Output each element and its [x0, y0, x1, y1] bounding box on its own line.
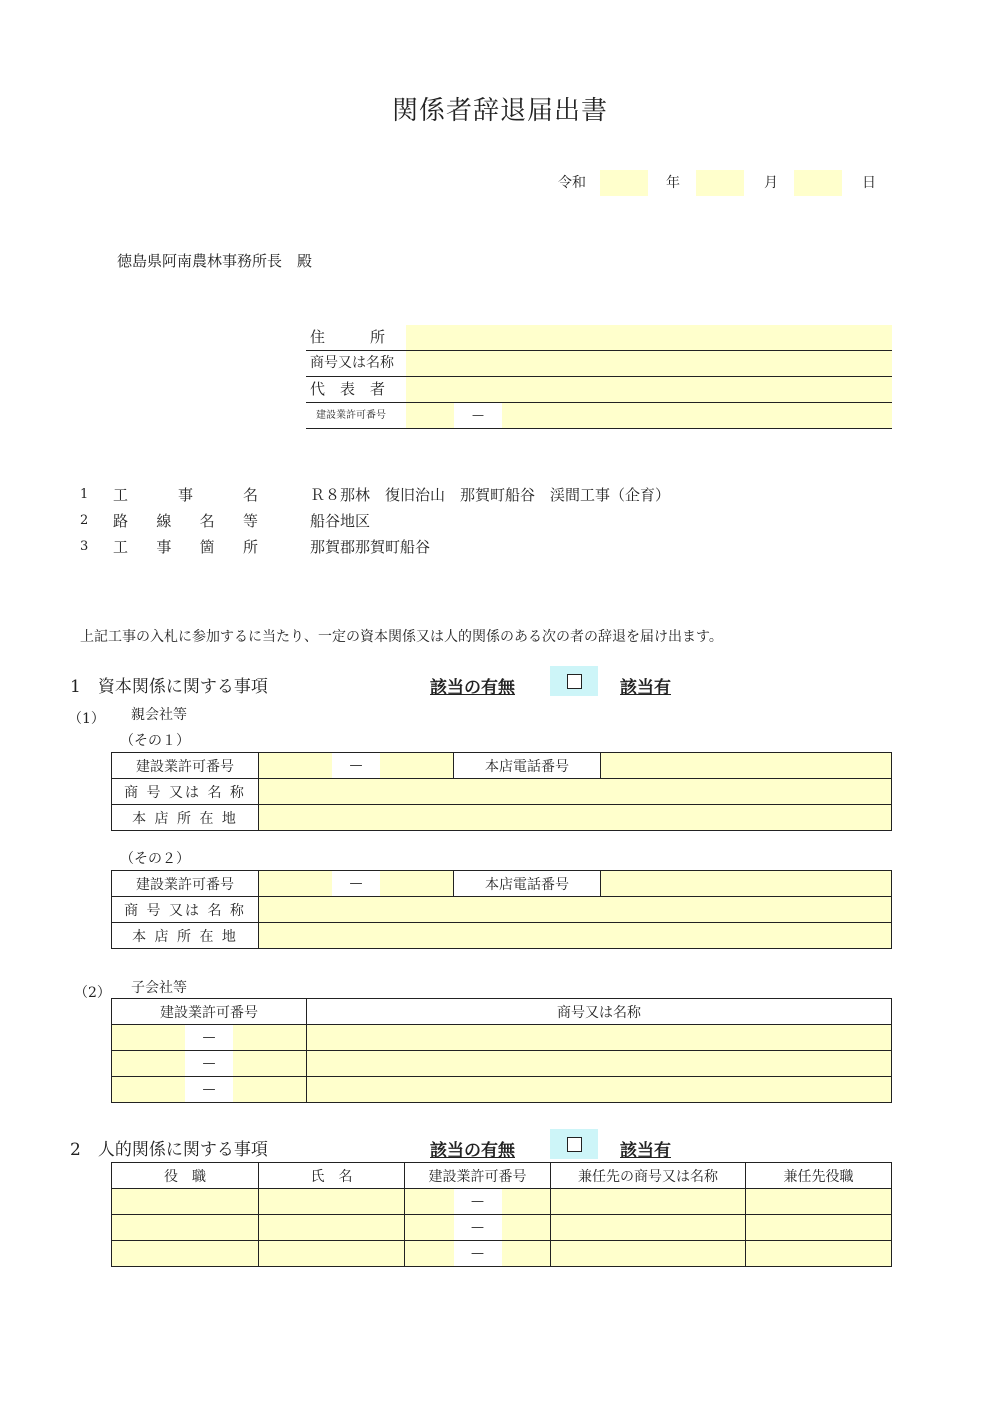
month-field[interactable]: [696, 170, 744, 196]
part1-label: （その１）: [120, 733, 190, 749]
permit-number-label: 建設業許可番号: [112, 871, 259, 897]
section2-title: 2 人的関係に関する事項: [70, 1140, 268, 1160]
table-row: —: [112, 1189, 892, 1215]
concurrent-position-header: 兼任先役職: [746, 1163, 892, 1189]
work-label: 路 線 名 等: [113, 512, 258, 530]
representative-field[interactable]: [406, 377, 892, 402]
phone-label: 本店電話番号: [454, 871, 601, 897]
name-field[interactable]: [259, 1215, 405, 1241]
permit-suffix-field[interactable]: [233, 1025, 306, 1050]
permit-prefix-field[interactable]: [405, 1241, 454, 1266]
checkbox-icon: [567, 674, 582, 689]
permit-prefix-field[interactable]: [405, 1215, 454, 1240]
permit-suffix-field[interactable]: [502, 1189, 551, 1214]
permit-number-field: [406, 403, 892, 428]
location-value: 那賀郡那賀町船谷: [310, 538, 431, 556]
section1-applicable-label: 該当の有無: [430, 678, 515, 698]
notice-text: 上記工事の入札に参加するに当たり、一定の資本関係又は人的関係のある次の者の辞退を届け出ます。: [80, 629, 723, 645]
table-row: —: [112, 1215, 892, 1241]
permit-prefix-field[interactable]: [112, 1025, 185, 1050]
section2-applicable-label: 該当の有無: [430, 1141, 515, 1161]
day-label: 日: [862, 175, 876, 191]
permit-suffix-field[interactable]: [233, 1051, 306, 1076]
address-field[interactable]: [406, 325, 892, 350]
permit-suffix-field[interactable]: [502, 403, 892, 428]
section1-applicable-value: 該当有: [620, 678, 671, 698]
work-label: 工 事 箇 所: [113, 538, 258, 556]
concurrent-company-field[interactable]: [551, 1215, 746, 1241]
company-name-field[interactable]: [307, 1051, 892, 1077]
section1-title: 1 資本関係に関する事項: [70, 677, 268, 697]
permit-suffix-field[interactable]: [380, 753, 453, 778]
head-office-label: 本 店 所 在 地: [112, 805, 259, 831]
permit-number-label: 建設業許可番号: [306, 403, 406, 428]
era-label: 令和: [558, 175, 586, 191]
section1-checkbox[interactable]: [550, 666, 598, 696]
company-name-field[interactable]: [259, 779, 892, 805]
permit-number-cell: —: [259, 871, 454, 897]
position-field[interactable]: [112, 1241, 259, 1267]
section2-applicable-value: 該当有: [620, 1141, 671, 1161]
permit-prefix-field[interactable]: [405, 1189, 454, 1214]
representative-label: 代 表 者: [306, 377, 406, 402]
company-name-label: 商 号 又は 名 称: [112, 779, 259, 805]
head-office-label: 本 店 所 在 地: [112, 923, 259, 949]
phone-label: 本店電話番号: [454, 753, 601, 779]
concurrent-position-field[interactable]: [746, 1241, 892, 1267]
permit-dash: —: [472, 408, 484, 422]
company-name-field[interactable]: [307, 1077, 892, 1103]
year-field[interactable]: [600, 170, 648, 196]
table-row: —: [112, 1077, 892, 1103]
permit-number-label: 建設業許可番号: [112, 753, 259, 779]
concurrent-position-field[interactable]: [746, 1215, 892, 1241]
concurrent-company-header: 兼任先の商号又は名称: [551, 1163, 746, 1189]
position-header: 役 職: [112, 1163, 259, 1189]
permit-prefix-field[interactable]: [259, 871, 332, 896]
company-name-field[interactable]: [307, 1025, 892, 1051]
name-header: 氏 名: [259, 1163, 405, 1189]
phone-field[interactable]: [601, 753, 892, 779]
permit-number-header: 建設業許可番号: [405, 1163, 551, 1189]
year-label: 年: [666, 175, 680, 191]
permit-number-header: 建設業許可番号: [112, 999, 307, 1025]
month-label: 月: [764, 175, 778, 191]
concurrent-company-field[interactable]: [551, 1189, 746, 1215]
sub2-title: 子会社等: [131, 980, 187, 996]
table-row: —: [112, 1241, 892, 1267]
day-field[interactable]: [794, 170, 842, 196]
permit-prefix-field[interactable]: [112, 1051, 185, 1076]
company-name-label: 商号又は名称: [306, 351, 406, 376]
subsidiary-table: [111, 998, 892, 1103]
page-title: 関係者辞退届出書: [391, 96, 608, 126]
table-row: —: [112, 1025, 892, 1051]
position-field[interactable]: [112, 1215, 259, 1241]
checkbox-icon: [567, 1137, 582, 1152]
route-value: 船谷地区: [310, 512, 371, 530]
section2-checkbox[interactable]: [550, 1129, 598, 1159]
name-field[interactable]: [259, 1189, 405, 1215]
sub1-title: 親会社等: [131, 707, 187, 723]
permit-suffix-field[interactable]: [380, 871, 453, 896]
address-label: 住 所: [306, 325, 406, 350]
permit-suffix-field[interactable]: [233, 1077, 306, 1102]
company-name-header: 商号又は名称: [307, 999, 892, 1025]
permit-suffix-field[interactable]: [502, 1215, 551, 1240]
parent-company-table-2: [111, 870, 892, 949]
company-name-field[interactable]: [259, 897, 892, 923]
head-office-field[interactable]: [259, 805, 892, 831]
company-name-field[interactable]: [406, 351, 892, 376]
name-field[interactable]: [259, 1241, 405, 1267]
permit-prefix-field[interactable]: [259, 753, 332, 778]
concurrent-company-field[interactable]: [551, 1241, 746, 1267]
work-name-value: Ｒ８那林 復旧治山 那賀町船谷 渓間工事（企育）: [310, 486, 671, 504]
position-field[interactable]: [112, 1189, 259, 1215]
work-label: 工 事 名: [113, 486, 258, 504]
sub2-number: （2）: [74, 985, 111, 1001]
phone-field[interactable]: [601, 871, 892, 897]
concurrent-position-field[interactable]: [746, 1189, 892, 1215]
head-office-field[interactable]: [259, 923, 892, 949]
sub1-number: （1）: [68, 711, 105, 727]
applicant-block: [306, 325, 892, 429]
permit-number-cell: —: [259, 753, 454, 779]
parent-company-table-1: [111, 752, 892, 831]
permit-prefix-field[interactable]: [406, 403, 454, 428]
company-name-label: 商 号 又は 名 称: [112, 897, 259, 923]
permit-suffix-field[interactable]: [502, 1241, 551, 1266]
permit-prefix-field[interactable]: [112, 1077, 185, 1102]
addressee: 徳島県阿南農林事務所長 殿: [117, 252, 313, 270]
part2-label: （その２）: [120, 851, 190, 867]
table-row: —: [112, 1051, 892, 1077]
personal-relation-table: [111, 1162, 892, 1267]
